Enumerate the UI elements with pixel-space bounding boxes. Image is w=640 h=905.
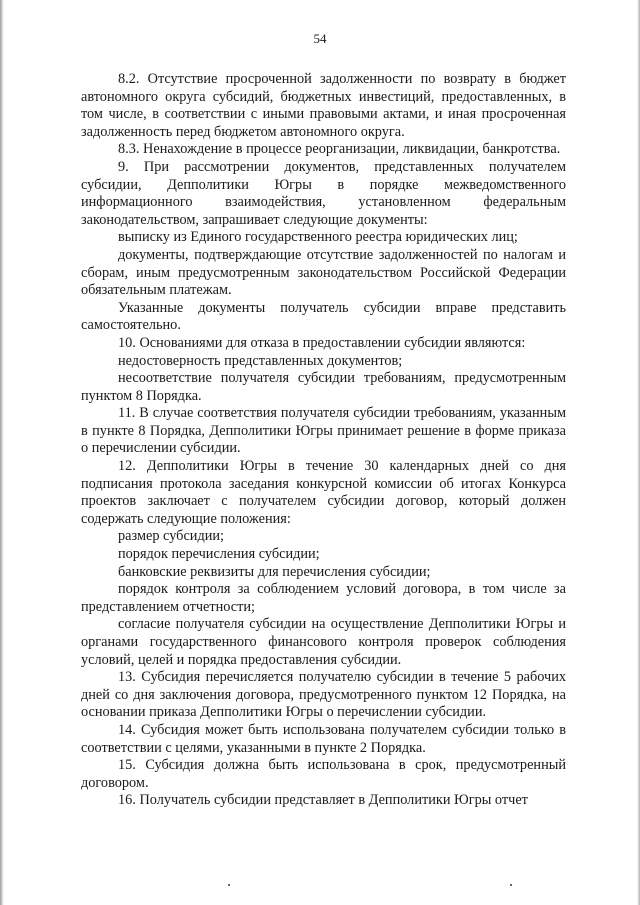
paragraph-15: 15. Субсидия должна быть использована в срок, предусмотренный договором. [81,757,566,791]
page-number: 54 [313,31,327,46]
paragraph-12-item-4: порядок контроля за соблюдением условий договора, в том числе за представлением отчетности; [81,581,566,615]
paragraph-9: 9. При рассмотрении документов, представленных получателем субсидии, Депполитики Югры в порядке межведомственного информационного взаимодействия, установленном федеральным законодательством, запрашивает следующие документы: [81,158,566,228]
paragraph-10-item-1: недостоверность представленных документов; [118,352,403,369]
paragraph-9-note: Указанные документы получатель субсидии вправе представить самостоятельно. [81,299,566,334]
paragraph-13: 13. Субсидия перечисляется получателю субсидии в течение 5 рабочих дней со дня заключения договора, предусмотренного пунктом 12 Порядка, на основании приказа Депполитики Югры о перечислении субсидии. [81,669,566,721]
paragraph-12: 12. Депполитики Югры в течение 30 календарных дней со дня подписания протокола заседания конкурсной комиссии об итогах Конкурса проектов заключает с получателем субсидии договор, который должен содержать следующие положения: [81,458,566,527]
scan-speck [228,884,230,886]
document-body [81,71,566,810]
scan-left-edge [0,0,4,905]
paragraph-12-item-5: согласие получателя субсидии на осуществление Депполитики Югры и органами государственного финансового контроля проверок соблюдения условий, целей и порядка предоставления субсидии. [81,616,566,668]
paragraph-8-3: 8.3. Ненахождение в процессе реорганизации, ликвидации, банкротства. [118,141,561,158]
paragraph-8-2: 8.2. Отсутствие просроченной задолженности по возврату в бюджет автономного округа субсидий, бюджетных инвестиций, предоставленных, в том числе, в соответствии с иными правовыми актами, и иная просроченная задолженность перед бюджетом автономного округа. [81,71,566,140]
paragraph-16: 16. Получатель субсидии представляет в Депполитики Югры отчет [118,792,528,809]
paragraph-10: 10. Основаниями для отказа в предоставлении субсидии являются: [118,334,526,351]
paragraph-14: 14. Субсидия может быть использована получателем субсидии только в соответствии с целями, указанными в пункте 2 Порядка. [81,721,566,756]
paragraph-12-item-3: банковские реквизиты для перечисления субсидии; [118,563,431,580]
scan-speck [510,884,512,886]
paragraph-11: 11. В случае соответствия получателя субсидии требованиям, указанным в пункте 8 Порядка, Депполитики Югры принимает решение в форме приказа о перечислении субсидии. [81,405,566,457]
paragraph-9-item-1: выписку из Единого государственного реестра юридических лиц; [118,229,518,246]
paragraph-10-item-2: несоответствие получателя субсидии требованиям, предусмотренным пунктом 8 Порядка. [81,370,566,404]
paragraph-12-item-1: размер субсидии; [118,528,224,545]
paragraph-9-item-2: документы, подтверждающие отсутствие задолженностей по налогам и сборам, иным предусмотренным законодательством Российской Федерации обязательным платежам. [81,246,566,299]
paragraph-12-item-2: порядок перечисления субсидии; [118,546,320,563]
